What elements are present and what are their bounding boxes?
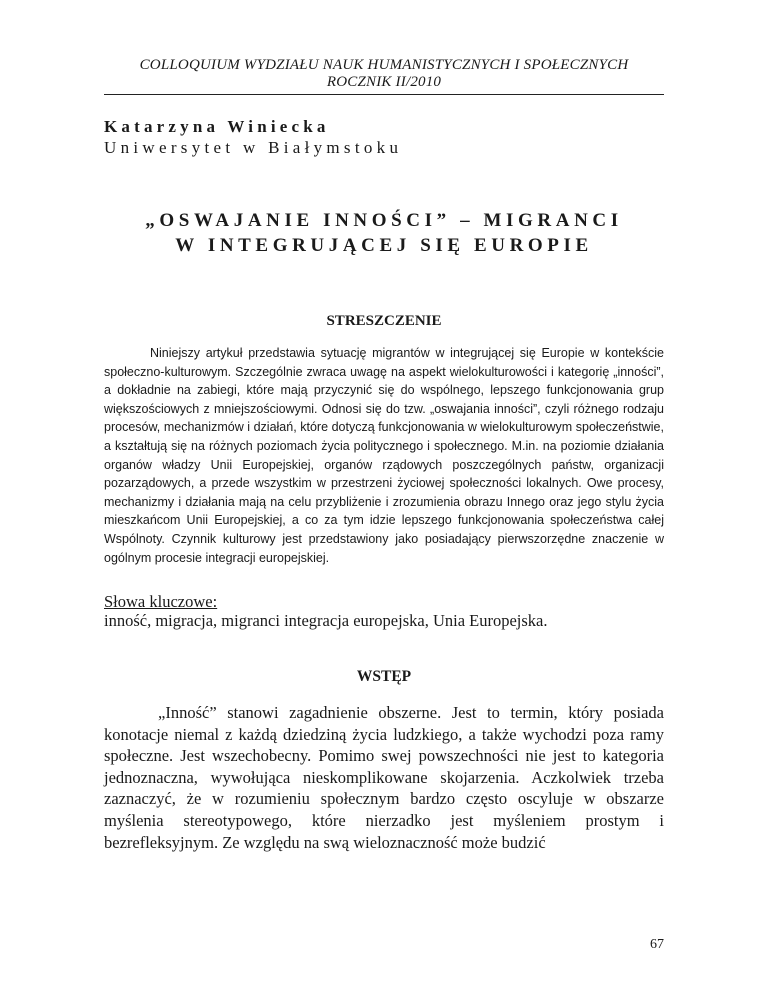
abstract-heading: STRESZCZENIE bbox=[326, 313, 442, 329]
article-title-line-2: W INTEGRUJĄCEJ SIĘ EUROPIE bbox=[175, 235, 593, 256]
author-affiliation: Uniwersytet w Białymstoku bbox=[104, 138, 403, 157]
keywords-text: inność, migracja, migranci integracja europejska, Unia Europejska. bbox=[104, 611, 548, 630]
journal-volume: ROCZNIK II/2010 bbox=[326, 74, 442, 90]
author-name: Katarzyna Winiecka bbox=[104, 117, 330, 136]
article-title-line-1: „OSWAJANIE INNOŚCI” – MIGRANCI bbox=[145, 210, 623, 231]
running-head bbox=[104, 57, 664, 91]
journal-title: COLLOQUIUM WYDZIAŁU NAUK HUMANISTYCZNYCH I SPOŁECZNYCH bbox=[139, 57, 629, 73]
body-paragraph: „Inność” stanowi zagadnienie obszerne. Jest to termin, który posiada konotacje niemal z każdą dziedziną życia ludzkiego, a także wychodzi poza ramy społeczne. Jest wszechobecny. Pomimo swej powszechności nie jest to kategoria jednoznaczna, wywołująca nieskomplikowane skojarzenia. Aczkolwiek trzeba zaznaczyć, że w rozumieniu społecznym bardzo często oscyluje w obszarze myślenia stereotypowego, które nierzadko jest myśleniem prostym i bezrefleksyjnym. Ze względu na swą wieloznaczność może budzić bbox=[104, 703, 664, 852]
article-title bbox=[104, 208, 664, 258]
keywords-label: Słowa kluczowe: bbox=[104, 592, 218, 611]
abstract-text: Niniejszy artykuł przedstawia sytuację migrantów w integrującej się Europie w kontekście społeczno-kulturowym. Szczególnie zwraca uwagę na aspekt wielokulturowości i kategorię „inności”, a dokładnie na zabiegi, które mają przyczynić się do wspólnego, lepszego funkcjonowania grup większościowych z mniejszościowymi. Odnosi się do tzw. „oswajania inności”, czyli różnego rodzaju procesów, mechanizmów i działań, które dotyczą funkcjonowania w wielokulturowym społeczeństwie, a kształtują się na różnych poziomach życia politycznego i społecznego. M.in. na poziomie działania organów władzy Unii Europejskiej, organów rządowych poszczególnych państw, organizacji pozarządowych, a przede wszystkim w przestrzeni życiowej społeczności lokalnych. Owe procesy, mechanizmy i działania mają na celu przybliżenie i zrozumienia obrazu Innego oraz jego stylu życia mieszkańcom Unii Europejskiej, a co za tym idzie lepszego funkcjonowania społeczeństwa całej Wspólnoty. Czynnik kulturowy jest przedstawiony jako posiadający pierwszorzędne znaczenie w ogólnym procesie integracji europejskiej. bbox=[104, 346, 664, 565]
header-rule bbox=[104, 94, 664, 95]
page-number: 67 bbox=[650, 937, 664, 952]
section-heading: WSTĘP bbox=[356, 668, 412, 685]
